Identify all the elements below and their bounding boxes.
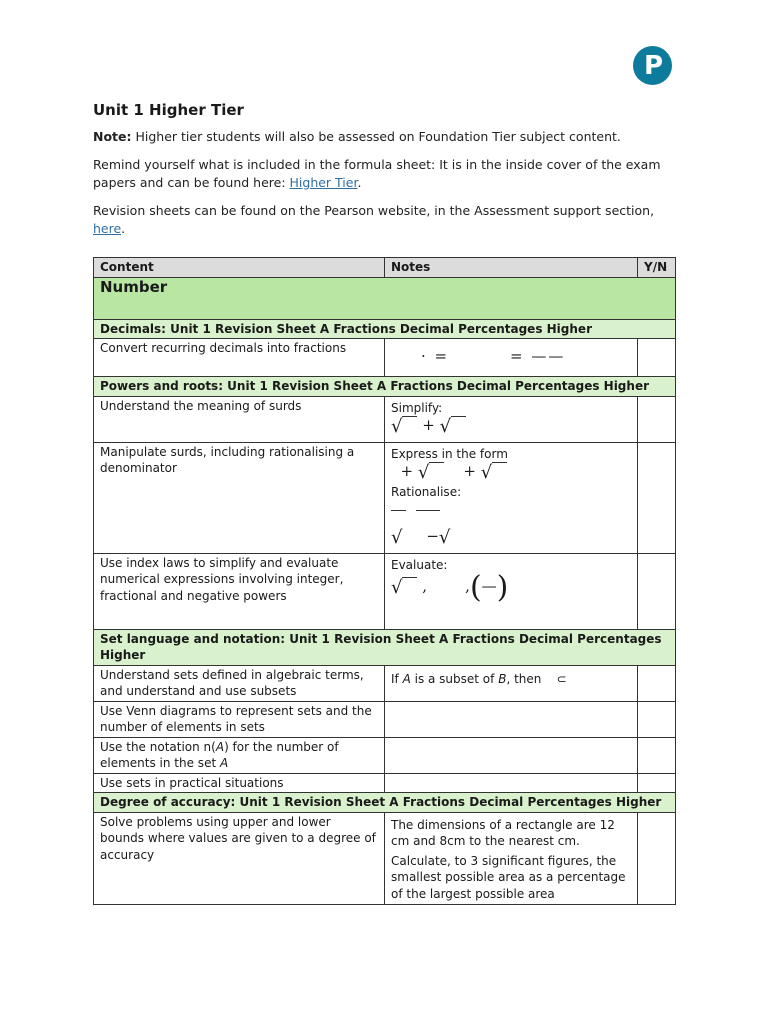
math-expression: √ + √ xyxy=(391,416,631,436)
row-notes xyxy=(385,773,638,793)
table-row xyxy=(94,701,676,737)
note-text: Calculate, to 3 significant figures, the smallest possible area as a percentage of the largest possible area xyxy=(391,853,626,901)
table-row xyxy=(94,773,676,793)
note-label: Note: xyxy=(93,129,132,144)
table-row xyxy=(94,339,676,377)
row-content-text: Use the notation n( xyxy=(100,739,216,754)
note-text: Evaluate: xyxy=(391,557,448,572)
row-content: Understand sets defined in algebraic terms, and understand and use subsets xyxy=(94,665,385,701)
row-notes xyxy=(385,339,638,377)
table-row xyxy=(94,553,676,629)
formula-text: Remind yourself what is included in the formula sheet: It is in the inside cover of the exam papers and can be found here: xyxy=(93,157,661,190)
note-text: The dimensions of a rectangle are 12 cm and 8cm to the nearest cm. xyxy=(391,817,615,848)
yn-cell[interactable] xyxy=(638,442,676,553)
row-notes xyxy=(385,396,638,442)
topic-accuracy: Degree of accuracy: Unit 1 Revision Sheet A Fractions Decimal Percentages Higher xyxy=(94,793,676,813)
row-notes xyxy=(385,442,638,553)
row-notes xyxy=(385,737,638,773)
yn-cell[interactable] xyxy=(638,737,676,773)
note-text: Simplify: xyxy=(391,400,443,415)
row-content xyxy=(94,737,385,773)
row-content-set: A xyxy=(215,739,225,754)
math-expression: √ −√ xyxy=(391,510,631,546)
note-text: Express in the form xyxy=(391,446,508,461)
row-content: Use Venn diagrams to represent sets and the number of elements in sets xyxy=(94,701,385,737)
yn-cell[interactable] xyxy=(638,812,676,904)
topic-decimals: Decimals: Unit 1 Revision Sheet A Fractions Decimal Percentages Higher xyxy=(94,319,676,339)
note-text: , then xyxy=(506,671,546,686)
table-row xyxy=(94,396,676,442)
pearson-logo xyxy=(633,46,672,85)
math-expression: √ , ,(—) xyxy=(391,570,509,605)
header-yn: Y/N xyxy=(638,258,676,278)
topic-sets: Set language and notation: Unit 1 Revision Sheet A Fractions Decimal Percentages Higher xyxy=(94,629,676,665)
note-paragraph xyxy=(93,128,683,146)
yn-cell[interactable] xyxy=(638,339,676,377)
row-content-text: ) for the number of elements in the set xyxy=(100,739,339,770)
topic-row xyxy=(94,319,676,339)
logo-letter: P xyxy=(643,50,664,81)
row-content: Convert recurring decimals into fractions xyxy=(94,339,385,377)
topic-row xyxy=(94,629,676,665)
higher-tier-link[interactable]: Higher Tier xyxy=(289,175,358,190)
row-notes xyxy=(385,553,638,629)
table-row xyxy=(94,442,676,553)
row-content: Manipulate surds, including rationalising a denominator xyxy=(94,442,385,553)
note-text: Rationalise: xyxy=(391,484,462,499)
note-text: Higher tier students will also be assessed on Foundation Tier subject content. xyxy=(131,129,621,144)
row-content-set: A xyxy=(219,756,229,770)
row-notes xyxy=(385,665,638,701)
table-row xyxy=(94,665,676,701)
header-content: Content xyxy=(94,258,385,278)
subset-symbol: ⊂ xyxy=(556,671,567,686)
note-text: is a subset of xyxy=(410,671,499,686)
section-row xyxy=(94,277,676,319)
section-title: Number xyxy=(94,277,676,319)
page-title: Unit 1 Higher Tier xyxy=(93,101,244,119)
topic-row xyxy=(94,793,676,813)
yn-cell[interactable] xyxy=(638,665,676,701)
revision-text: Revision sheets can be found on the Pearson website, in the Assessment support section, xyxy=(93,203,655,218)
yn-cell[interactable] xyxy=(638,701,676,737)
note-set-b: B xyxy=(498,671,507,686)
table-row xyxy=(94,737,676,773)
row-content: Use sets in practical situations xyxy=(94,773,385,793)
row-notes xyxy=(385,812,638,904)
row-notes xyxy=(385,701,638,737)
revision-here-link[interactable]: here xyxy=(93,221,122,236)
header-notes: Notes xyxy=(385,258,638,278)
table-header-row xyxy=(94,258,676,278)
yn-cell[interactable] xyxy=(638,773,676,793)
yn-cell[interactable] xyxy=(638,396,676,442)
row-content: Solve problems using upper and lower bounds where values are given to a degree of accuracy xyxy=(94,812,385,904)
note-text: If xyxy=(391,671,403,686)
formula-paragraph: Remind yourself what is included in the formula sheet: It is in the inside cover of the exam papers and can be found here: Higher Tier. xyxy=(93,157,661,190)
topic-row xyxy=(94,377,676,397)
row-content: Use index laws to simplify and evaluate numerical expressions involving integer, fractional and negative powers xyxy=(94,553,385,629)
revision-paragraph: Revision sheets can be found on the Pearson website, in the Assessment support section, here. xyxy=(93,203,655,236)
note-set-a: A xyxy=(402,671,411,686)
math-expression: · = = —— xyxy=(421,347,566,365)
row-content: Understand the meaning of surds xyxy=(94,396,385,442)
checklist-table xyxy=(93,257,676,905)
table-row xyxy=(94,812,676,904)
yn-cell[interactable] xyxy=(638,553,676,629)
math-expression: + √ + √ xyxy=(391,462,631,482)
topic-powers: Powers and roots: Unit 1 Revision Sheet A Fractions Decimal Percentages Higher xyxy=(94,377,676,397)
